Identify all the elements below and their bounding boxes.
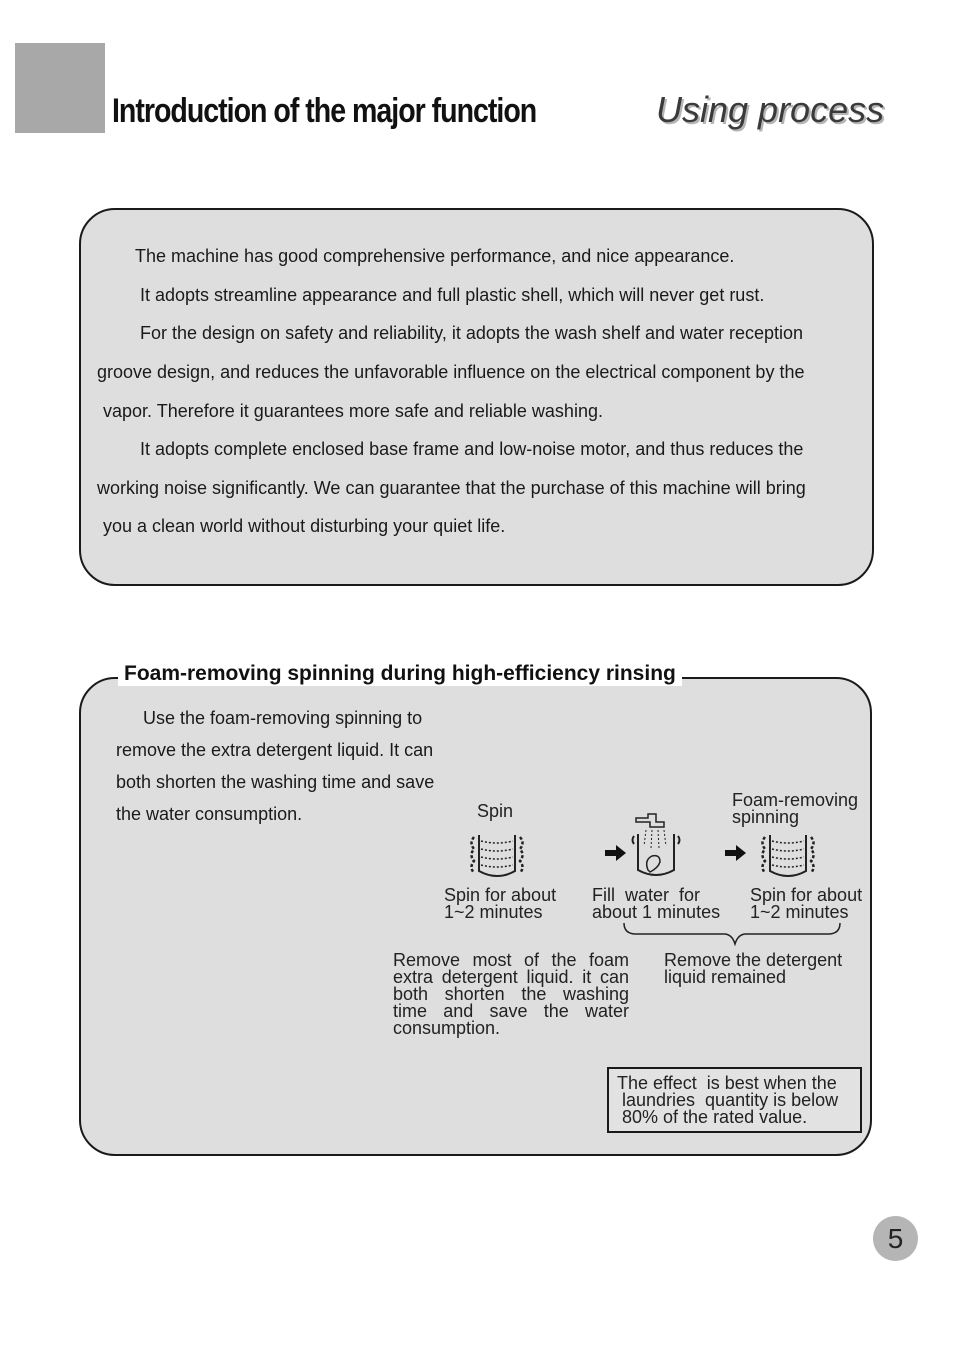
intro-line: vapor. Therefore it guarantees more safe and reliable washing. xyxy=(103,401,603,421)
explanation-line: consumption. xyxy=(393,1018,501,1038)
explanation-line: time and save the water xyxy=(393,1001,629,1021)
explanation-right-line: liquid remained xyxy=(664,967,787,987)
foam-description-line: both shorten the washing time and save xyxy=(116,772,435,792)
step-1-bottom-label: 1~2 minutes xyxy=(444,902,543,922)
intro-line: It adopts streamline appearance and full plastic shell, which will never get rust. xyxy=(140,285,765,305)
page-number: 5 xyxy=(873,1216,918,1261)
intro-line: groove design, and reduces the unfavorable influence on the electrical component by the xyxy=(97,362,805,382)
step-3-bottom-label: Spin for about xyxy=(750,885,863,905)
note-box xyxy=(607,1067,862,1133)
note-line: The effect is best when the xyxy=(617,1073,837,1093)
step-3-top-label: spinning xyxy=(732,807,800,827)
step-1-bottom-label: Spin for about xyxy=(444,885,557,905)
foam-description-line: the water consumption. xyxy=(116,804,303,824)
explanation-left xyxy=(393,952,629,1037)
step-2-bottom-label: Fill water for xyxy=(592,885,701,905)
note-line: laundries quantity is below xyxy=(617,1090,839,1110)
explanation-line: both shorten the washing xyxy=(393,984,629,1004)
foam-section-heading: Foam-removing spinning during high-efficiency rinsing xyxy=(118,662,682,686)
step-3-top-label: Foam-removing xyxy=(732,790,859,810)
foam-description-line: Use the foam-removing spinning to xyxy=(143,708,423,728)
explanation-line: Remove most of the foam xyxy=(393,950,629,970)
intro-line: For the design on safety and reliability, it adopts the wash shelf and water reception xyxy=(140,323,804,343)
explanation-right-line: Remove the detergent xyxy=(664,950,843,970)
spin-drum-icon xyxy=(760,831,816,881)
intro-line: The machine has good comprehensive performance, and nice appearance. xyxy=(135,246,735,266)
intro-line: working noise significantly. We can guarantee that the purchase of this machine will bring xyxy=(97,478,806,498)
foam-description-line: remove the extra detergent liquid. It can xyxy=(116,740,434,760)
step-2-bottom-label: about 1 minutes xyxy=(592,902,721,922)
grouping-brace xyxy=(622,922,844,946)
page-title: Introduction of the major function xyxy=(112,92,537,130)
intro-line: It adopts complete enclosed base frame and low-noise motor, and thus reduces the xyxy=(140,439,804,459)
note-line: 80% of the rated value. xyxy=(617,1107,808,1127)
page-subtitle: Using process xyxy=(656,89,885,130)
fill-water-drum-icon xyxy=(630,812,682,882)
step-1-top-label: Spin xyxy=(477,801,514,821)
right-arrow-icon xyxy=(725,844,747,862)
explanation-line: extra detergent liquid. it can xyxy=(393,967,629,987)
intro-line: you a clean world without disturbing your quiet life. xyxy=(103,516,506,536)
step-3-bottom-label: 1~2 minutes xyxy=(750,902,849,922)
header-decoration-square xyxy=(15,43,105,133)
spin-drum-icon xyxy=(469,831,525,881)
right-arrow-icon xyxy=(605,844,627,862)
